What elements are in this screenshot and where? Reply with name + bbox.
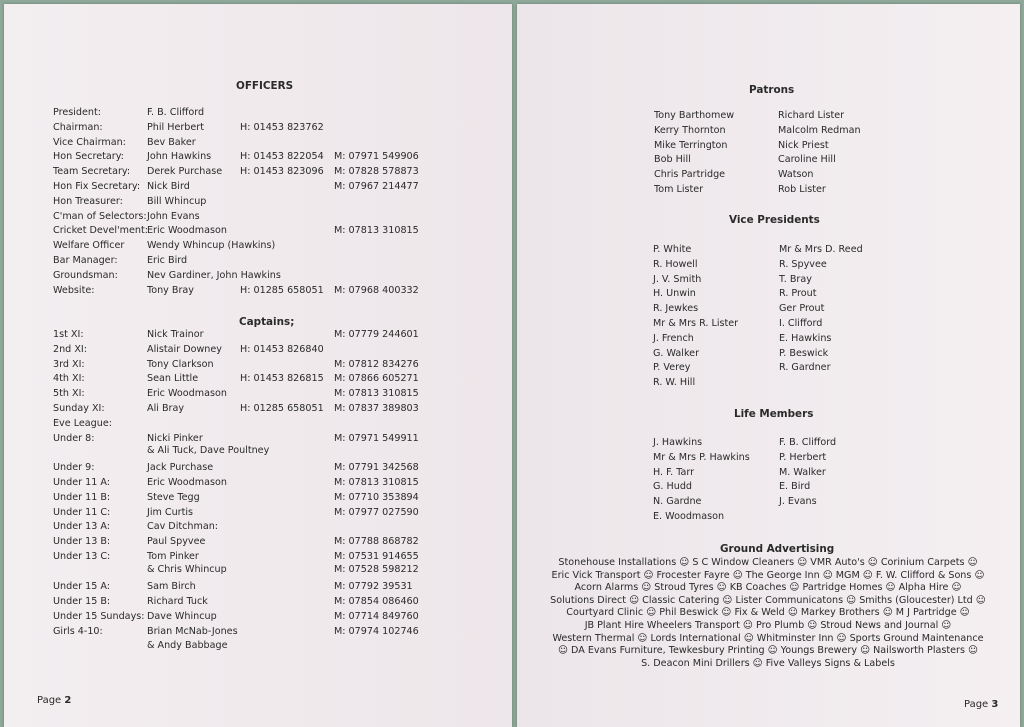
vice-president-name: Ger Prout xyxy=(779,303,825,315)
life-member-name: F. B. Clifford xyxy=(779,437,837,448)
vice-president-name: R. Howell xyxy=(653,258,698,270)
role-label: Under 9: xyxy=(53,462,95,474)
mobile-phone: M: 07813 310815 xyxy=(334,225,419,237)
life-members-heading: Life Members xyxy=(734,408,814,420)
advertiser-line: JB Plant Hire Wheelers Transport ☺ Pro Plumb ☺ Stroud News and Journal ☺ xyxy=(584,619,952,631)
vice-presidents-left-column xyxy=(653,243,738,391)
vice-president-name: J. V. Smith xyxy=(653,273,702,285)
life-member-name: J. Evans xyxy=(779,496,817,508)
mobile-phone: M: 07866 605271 xyxy=(334,373,419,385)
person-name: & Andy Babbage xyxy=(147,640,228,652)
person-name: Steve Tegg xyxy=(147,491,200,503)
role-label: President: xyxy=(53,107,101,118)
vice-president-name: E. Hawkins xyxy=(779,332,832,344)
home-phone: H: 01285 658051 xyxy=(240,284,324,296)
role-label: Hon Fix Secretary: xyxy=(53,181,141,192)
patron-name: Bob Hill xyxy=(654,154,691,166)
role-label: Chairman: xyxy=(53,121,103,133)
vice-president-name: P. Verey xyxy=(653,362,691,374)
mobile-phone: M: 07528 598212 xyxy=(334,564,419,576)
role-label: Welfare Officer xyxy=(53,240,125,252)
person-name: & Chris Whincup xyxy=(147,564,227,576)
life-member-name: N. Gardne xyxy=(653,496,702,508)
role-label: Website: xyxy=(53,284,95,296)
vice-presidents-heading: Vice Presidents xyxy=(729,214,820,226)
role-label: 2nd XI: xyxy=(53,343,87,355)
advertiser-line: Solutions Direct ☺ Classic Catering ☺ Lister Communicatons ☺ Smiths (Gloucester) Ltd ☺ xyxy=(550,594,986,606)
person-name: Jim Curtis xyxy=(147,506,194,518)
person-name: Eric Woodmason xyxy=(147,477,227,488)
advertiser-line: Stonehouse Installations ☺ S C Window Cleaners ☺ VMR Auto's ☺ Corinium Carpets ☺ xyxy=(558,557,978,568)
advertiser-line: Western Thermal ☺ Lords International ☺ Whitminster Inn ☺ Sports Ground Maintenance xyxy=(552,632,984,644)
person-name: Alistair Downey xyxy=(147,343,222,355)
mobile-phone: M: 07792 39531 xyxy=(334,581,413,593)
life-member-name: M. Walker xyxy=(779,466,826,478)
life-members-left-column xyxy=(653,436,750,525)
person-name: Derek Purchase xyxy=(147,166,223,178)
home-phone: H: 01285 658051 xyxy=(240,403,324,414)
life-members-right-column xyxy=(779,436,836,510)
vice-president-name: J. French xyxy=(653,332,694,344)
patron-name: Chris Partridge xyxy=(654,169,726,181)
person-name: Tom Pinker xyxy=(147,551,199,562)
captains-heading: Captains; xyxy=(239,316,295,328)
mobile-phone: M: 07971 549906 xyxy=(334,151,419,163)
person-name: Wendy Whincup (Hawkins) xyxy=(147,240,276,252)
patron-name: Tony Barthomew xyxy=(654,110,735,121)
vice-president-name: Mr & Mrs D. Reed xyxy=(779,244,863,255)
person-name: Ali Bray xyxy=(147,403,185,414)
person-name: John Hawkins xyxy=(147,151,212,163)
role-label: Groundsman: xyxy=(53,269,118,281)
patron-name: Rob Lister xyxy=(778,183,826,195)
vice-president-name: R. W. Hill xyxy=(653,377,696,389)
mobile-phone: M: 07531 914655 xyxy=(334,551,419,562)
vice-president-name: P. White xyxy=(653,244,692,255)
person-name: Tony Bray xyxy=(147,284,194,296)
role-label: Under 15 B: xyxy=(53,595,111,607)
mobile-phone: M: 07813 310815 xyxy=(334,477,419,488)
person-name: Nick Bird xyxy=(147,181,190,192)
person-name: Nick Trainor xyxy=(147,329,204,340)
patron-name: Malcolm Redman xyxy=(778,124,861,136)
mobile-phone: M: 07974 102746 xyxy=(334,625,419,637)
vice-president-name: P. Beswick xyxy=(779,347,829,359)
vice-president-name: R. Prout xyxy=(779,288,817,300)
role-label: Eve League: xyxy=(53,417,112,429)
patrons-right-column xyxy=(778,109,861,198)
patrons-heading: Patrons xyxy=(749,84,795,96)
vice-president-name: R. Jewkes xyxy=(653,303,699,315)
person-name: & Ali Tuck, Dave Poultney xyxy=(147,444,270,456)
vice-president-name: I. Clifford xyxy=(779,317,823,329)
person-name: Sean Little xyxy=(147,373,199,385)
right-page xyxy=(517,4,1020,727)
patron-name: Caroline Hill xyxy=(778,154,836,166)
person-name: F. B. Clifford xyxy=(147,107,205,118)
vice-president-name: Mr & Mrs R. Lister xyxy=(653,317,739,329)
person-name: Bill Whincup xyxy=(147,195,207,207)
advertiser-line: ☺ DA Evans Furniture, Tewkesbury Printing ☺ Youngs Brewery ☺ Nailsworth Plasters ☺ xyxy=(557,645,979,657)
mobile-phone: M: 07977 027590 xyxy=(334,506,419,518)
home-phone: H: 01453 826840 xyxy=(240,343,324,355)
patron-name: Nick Priest xyxy=(778,139,829,151)
role-label: Under 11 A: xyxy=(53,477,110,488)
role-label: 1st XI: xyxy=(53,329,84,340)
role-label: Hon Treasurer: xyxy=(53,195,123,207)
role-label: Girls 4-10: xyxy=(53,625,103,637)
vice-presidents-right-column xyxy=(779,243,863,376)
life-member-name: G. Hudd xyxy=(653,481,693,493)
role-label: 4th XI: xyxy=(53,373,85,385)
mobile-phone: M: 07837 389803 xyxy=(334,403,419,414)
home-phone: H: 01453 823762 xyxy=(240,121,324,133)
person-name: Sam Birch xyxy=(147,581,196,593)
person-name: Bev Baker xyxy=(147,136,196,148)
page-number: Page 3 xyxy=(964,699,999,710)
left-page xyxy=(4,4,512,727)
mobile-phone: M: 07710 353894 xyxy=(334,491,419,503)
home-phone: H: 01453 822054 xyxy=(240,151,324,163)
role-label: Under 13 A: xyxy=(53,521,110,533)
role-label: C'man of Selectors: xyxy=(53,210,147,222)
role-label: Sunday XI: xyxy=(53,403,105,414)
patron-name: Kerry Thornton xyxy=(654,124,726,136)
life-member-name: E. Woodmason xyxy=(653,510,725,522)
patron-name: Watson xyxy=(778,169,814,181)
person-name: Eric Woodmason xyxy=(147,225,227,237)
role-label: Under 8: xyxy=(53,432,95,444)
person-name: Paul Spyvee xyxy=(147,536,206,548)
ground-advertising-heading: Ground Advertising xyxy=(720,543,835,555)
person-name: Dave Whincup xyxy=(147,610,217,622)
advertiser-line: Courtyard Clinic ☺ Phil Beswick ☺ Fix & Weld ☺ Markey Brothers ☺ M J Partridge ☺ xyxy=(566,607,970,619)
life-member-name: P. Herbert xyxy=(779,451,827,463)
mobile-phone: M: 07967 214477 xyxy=(334,181,419,192)
role-label: Under 15 A: xyxy=(53,581,110,593)
role-label: Under 15 Sundays: xyxy=(53,610,145,622)
patron-name: Tom Lister xyxy=(654,183,704,195)
vice-president-name: H. Unwin xyxy=(653,288,696,300)
mobile-phone: M: 07813 310815 xyxy=(334,388,419,400)
person-name: Nev Gardiner, John Hawkins xyxy=(147,269,281,281)
advertiser-line: S. Deacon Mini Drillers ☺ Five Valleys Signs & Labels xyxy=(641,657,895,669)
vice-president-name: G. Walker xyxy=(653,347,700,359)
life-member-name: H. F. Tarr xyxy=(653,466,695,478)
role-label: Under 11 C: xyxy=(53,506,111,518)
patron-name: Richard Lister xyxy=(778,110,845,121)
life-member-name: E. Bird xyxy=(779,481,811,493)
patron-name: Mike Terrington xyxy=(654,139,728,151)
person-name: Jack Purchase xyxy=(147,462,214,474)
patrons-left-column xyxy=(654,109,734,198)
mobile-phone: M: 07779 244601 xyxy=(334,329,419,340)
vice-president-name: R. Gardner xyxy=(779,362,831,374)
person-name: Eric Woodmason xyxy=(147,388,227,400)
person-name: John Evans xyxy=(147,210,200,222)
life-member-name: J. Hawkins xyxy=(653,437,703,448)
person-name: Nicki Pinker xyxy=(147,432,203,444)
person-name: Cav Ditchman: xyxy=(147,521,219,533)
role-label: Vice Chairman: xyxy=(53,136,126,148)
vice-president-name: R. Spyvee xyxy=(779,258,827,270)
mobile-phone: M: 07971 549911 xyxy=(334,432,419,444)
role-label: Team Secretary: xyxy=(53,166,131,178)
advertiser-line: Eric Vick Transport ☺ Frocester Fayre ☺ The George Inn ☺ MGM ☺ F. W. Clifford & Sons ☺ xyxy=(551,569,985,581)
role-label: Cricket Devel'ment: xyxy=(53,225,149,237)
mobile-phone: M: 07828 578873 xyxy=(334,166,419,178)
mobile-phone: M: 07812 834276 xyxy=(334,358,419,370)
life-member-name: Mr & Mrs P. Hawkins xyxy=(653,451,750,463)
mobile-phone: M: 07968 400332 xyxy=(334,284,419,296)
mobile-phone: M: 07788 868782 xyxy=(334,536,419,548)
vice-president-name: T. Bray xyxy=(779,273,812,285)
page-number: Page 2 xyxy=(37,695,72,706)
role-label: Bar Manager: xyxy=(53,255,118,266)
role-label: Hon Secretary: xyxy=(53,151,124,163)
role-label: 3rd XI: xyxy=(53,358,85,370)
ground-advertising-text xyxy=(547,557,989,670)
officers-heading: OFFICERS xyxy=(236,80,294,92)
role-label: Under 11 B: xyxy=(53,491,111,503)
advertiser-line: Acorn Alarms ☺ Stroud Tyres ☺ KB Coaches ☺ Partridge Homes ☺ Alpha Hire ☺ xyxy=(574,582,962,594)
person-name: Tony Clarkson xyxy=(147,358,214,370)
role-label: Under 13 B: xyxy=(53,536,111,548)
mobile-phone: M: 07714 849760 xyxy=(334,610,419,622)
mobile-phone: M: 07791 342568 xyxy=(334,462,419,474)
home-phone: H: 01453 826815 xyxy=(240,373,324,385)
role-label: 5th XI: xyxy=(53,388,85,400)
mobile-phone: M: 07854 086460 xyxy=(334,595,419,607)
role-label: Under 13 C: xyxy=(53,551,111,562)
person-name: Brian McNab-Jones xyxy=(147,625,238,637)
person-name: Richard Tuck xyxy=(147,595,208,607)
person-name: Eric Bird xyxy=(147,255,188,266)
home-phone: H: 01453 823096 xyxy=(240,166,324,178)
person-name: Phil Herbert xyxy=(147,121,205,133)
